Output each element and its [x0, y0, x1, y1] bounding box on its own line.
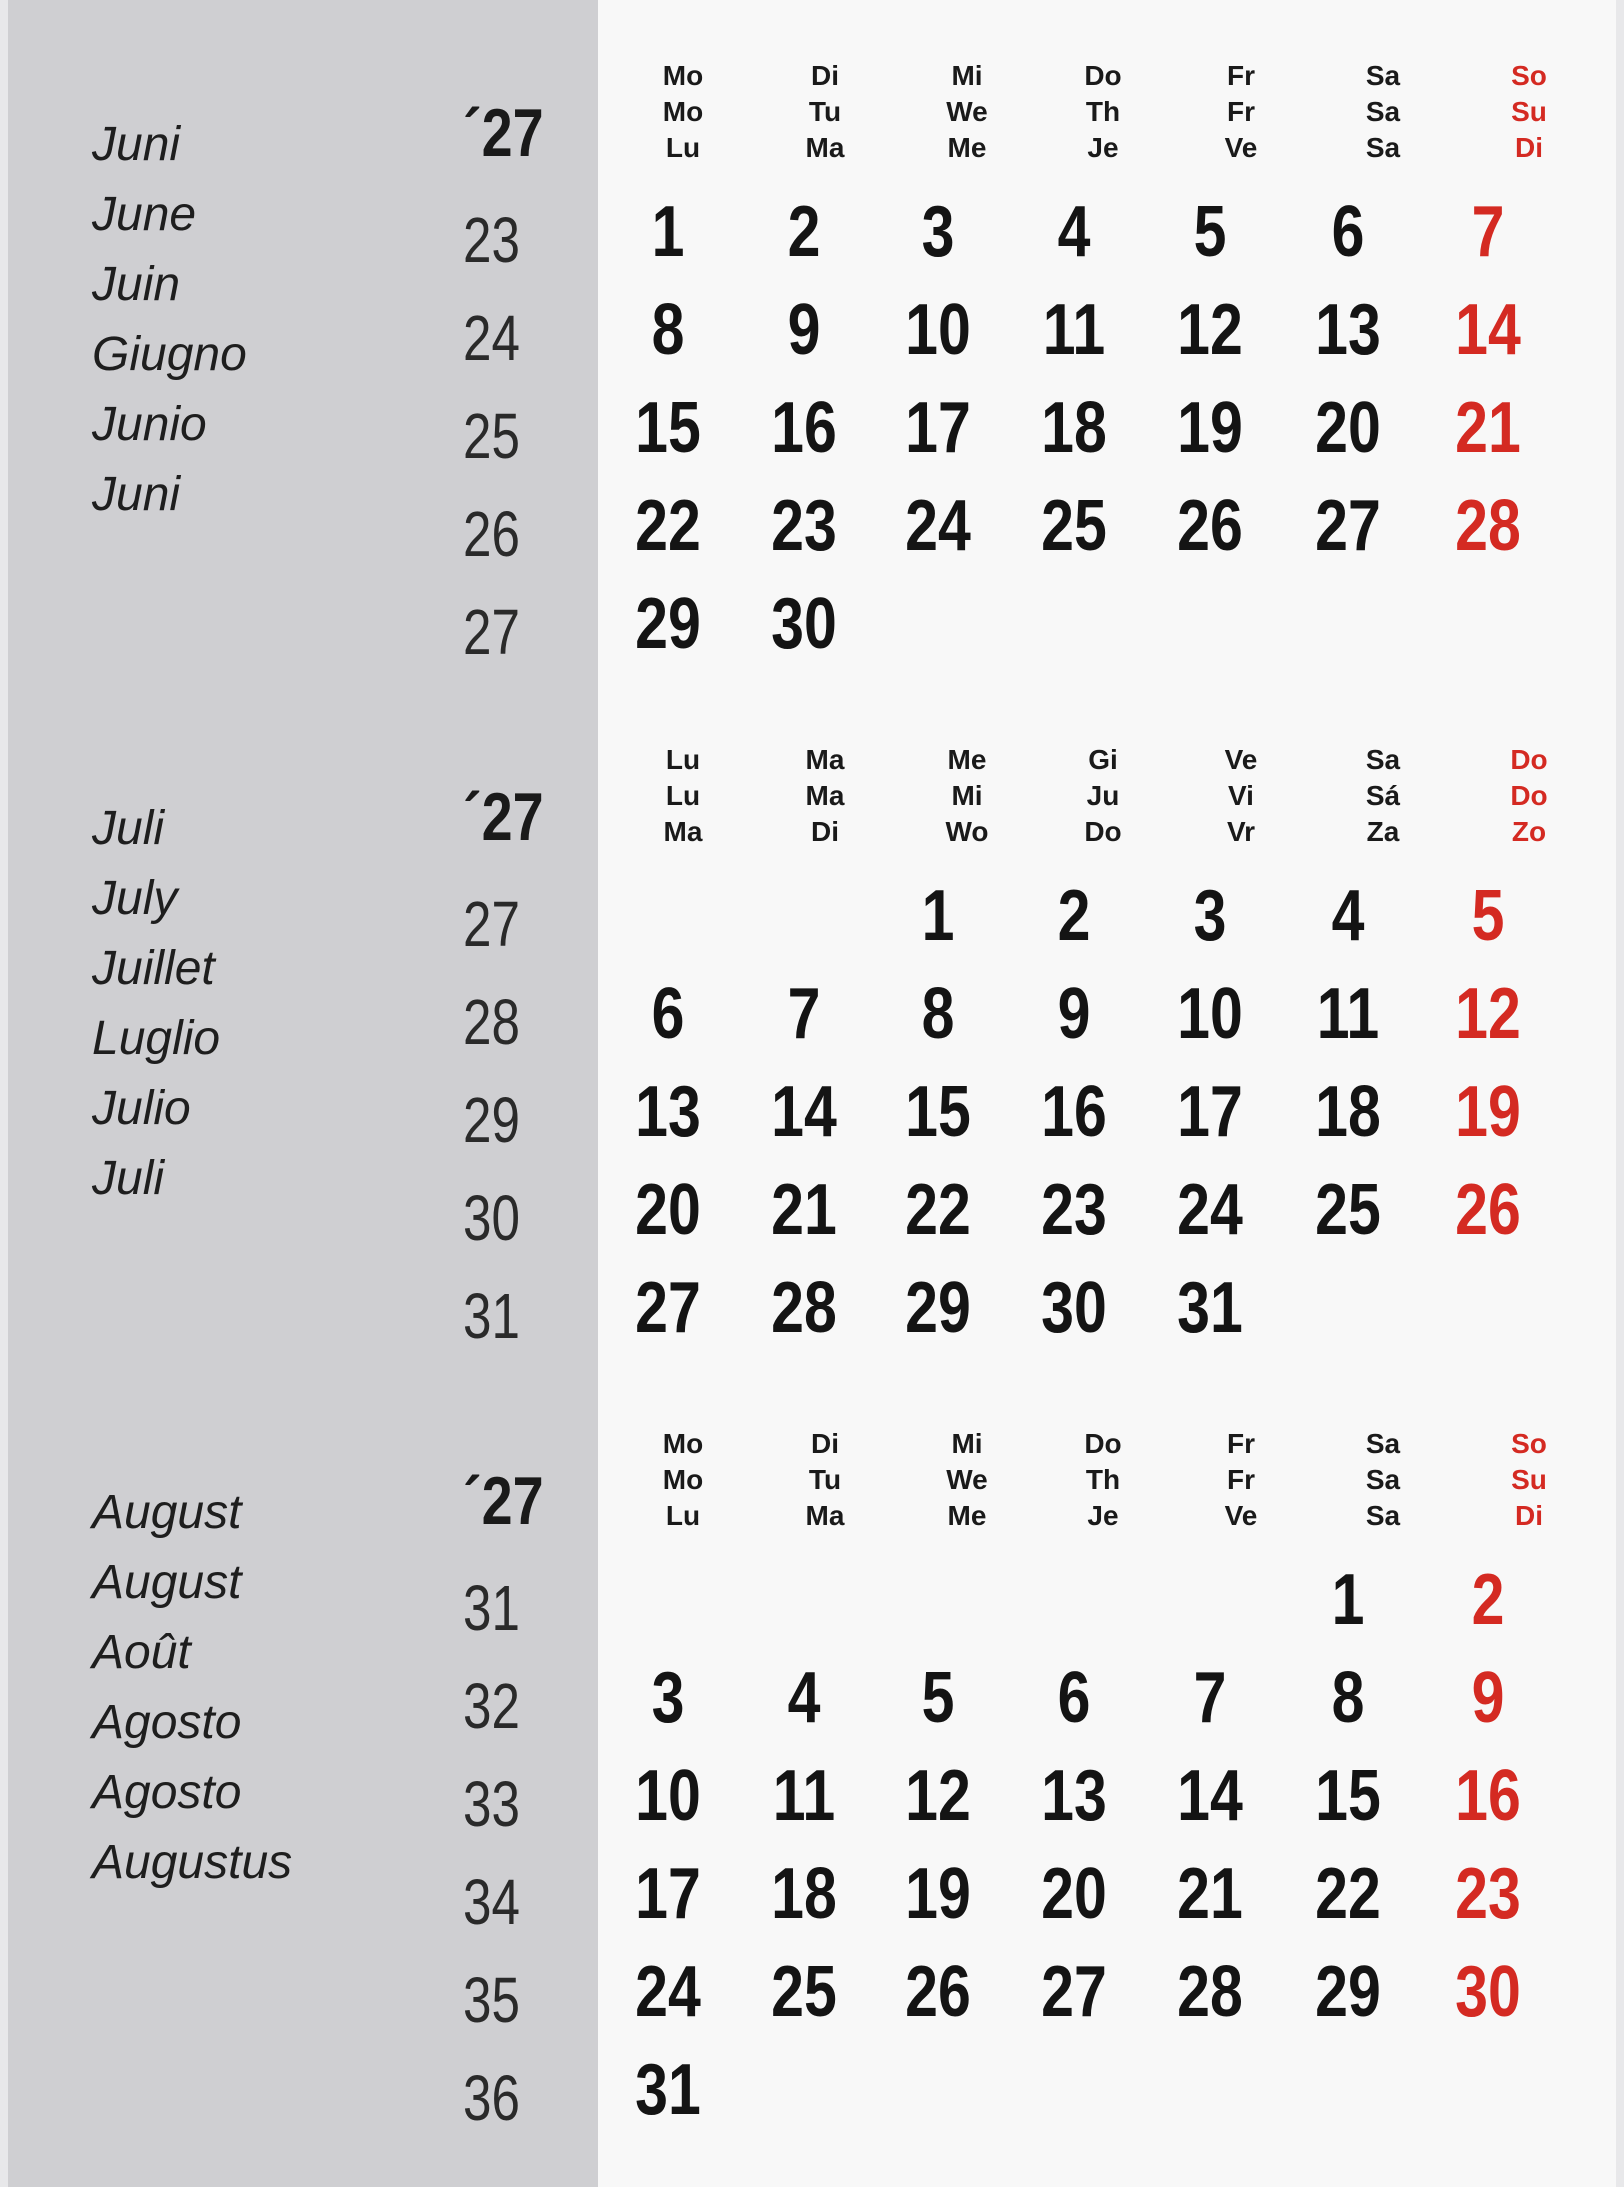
month-name: Juli [92, 802, 165, 855]
weekday-abbr: Th [1085, 1464, 1121, 1495]
day-number: 21 [1455, 388, 1521, 468]
day-number: 16 [1455, 1756, 1521, 1836]
day-number: 31 [1177, 1268, 1243, 1348]
weekday-abbr: Lu [665, 780, 701, 811]
weekday-abbr: Tu [808, 1464, 842, 1495]
day-number: 16 [1041, 1072, 1107, 1152]
week-row [608, 584, 1588, 682]
weekday-abbr: Su [1511, 96, 1547, 127]
month-names [92, 117, 392, 537]
day-number: 29 [1315, 1952, 1381, 2032]
week-row [608, 290, 1588, 388]
day-number: 27 [635, 1268, 701, 1348]
month-name: Juillet [92, 942, 215, 995]
month-name: Juin [92, 258, 181, 311]
day-number: 6 [1331, 192, 1365, 272]
weekday-headers [638, 1426, 1578, 1546]
day-number: 7 [1193, 1658, 1227, 1738]
weekday-header [1058, 742, 1148, 850]
weekday-abbr: Sa [1365, 60, 1401, 91]
month-name: Julio [92, 1082, 191, 1135]
weekday-header [1484, 742, 1574, 850]
day-number: 3 [921, 192, 955, 272]
day-number: 14 [1455, 290, 1521, 370]
day-number: 13 [1315, 290, 1381, 370]
day-number: 19 [905, 1854, 971, 1934]
weekday-header [780, 1426, 870, 1534]
weekday-header [1196, 58, 1286, 166]
day-number: 17 [1177, 1072, 1243, 1152]
weekday-abbr: Ma [805, 780, 845, 811]
weekday-abbr: Me [947, 1500, 987, 1531]
day-number: 19 [1177, 388, 1243, 468]
day-number: 22 [1315, 1854, 1381, 1934]
day-number: 4 [1057, 192, 1091, 272]
weekday-abbr: Sa [1365, 744, 1401, 775]
weekday-abbr: Mo [662, 1428, 704, 1459]
weekday-abbr: Su [1511, 1464, 1547, 1495]
week-row [608, 486, 1588, 584]
weekday-header [780, 742, 870, 850]
weekday-header [1338, 742, 1428, 850]
day-number: 24 [905, 486, 971, 566]
weekday-headers [638, 742, 1578, 862]
weekday-header [1058, 58, 1148, 166]
day-number: 12 [905, 1756, 971, 1836]
weekday-headers [638, 58, 1578, 178]
weekday-abbr: Mi [951, 780, 983, 811]
month-name: June [92, 188, 197, 241]
weekday-abbr: Fr [1227, 1464, 1255, 1495]
month-name: Juni [92, 118, 181, 171]
weekday-abbr: Di [1515, 1500, 1543, 1531]
weekday-abbr: Lu [665, 1500, 701, 1531]
day-number: 30 [1455, 1952, 1521, 2032]
day-number: 14 [1177, 1756, 1243, 1836]
month-name: Agosto [92, 1766, 242, 1819]
weekday-abbr: Mo [662, 60, 704, 91]
weekday-abbr: Me [947, 132, 987, 163]
day-grid [608, 1560, 1588, 2148]
day-number: 26 [1177, 486, 1243, 566]
calendar-page [8, 0, 1616, 2187]
week-number: 31 [463, 1572, 520, 1644]
day-number: 9 [1471, 1658, 1505, 1738]
weekday-header [638, 58, 728, 166]
week-row [608, 876, 1588, 974]
day-number: 20 [1041, 1854, 1107, 1934]
week-number: 33 [463, 1768, 520, 1840]
week-number: 29 [463, 1084, 520, 1156]
week-row [608, 1756, 1588, 1854]
weekday-header [1058, 1426, 1148, 1534]
weekday-abbr: Mo [662, 1464, 704, 1495]
day-grid [608, 876, 1588, 1366]
day-number: 25 [771, 1952, 837, 2032]
weekday-abbr: Fr [1227, 1428, 1255, 1459]
day-number: 8 [651, 290, 685, 370]
weekday-abbr: Do [1510, 780, 1548, 811]
week-numbers [463, 884, 583, 1374]
weekday-abbr: Vi [1228, 780, 1254, 811]
month-name: August [92, 1486, 242, 1539]
month-name: Giugno [92, 328, 247, 381]
weekday-abbr: Je [1087, 1500, 1119, 1531]
weekday-header [1196, 742, 1286, 850]
day-number: 5 [1193, 192, 1227, 272]
day-number: 10 [635, 1756, 701, 1836]
weekday-abbr: Ve [1224, 744, 1258, 775]
day-grid [608, 192, 1588, 682]
day-number: 10 [1177, 974, 1243, 1054]
weekday-abbr: Ma [805, 132, 845, 163]
week-number: 32 [463, 1670, 520, 1742]
day-number: 20 [1315, 388, 1381, 468]
weekday-abbr: Ve [1224, 1500, 1258, 1531]
day-number: 19 [1455, 1072, 1521, 1152]
week-number: 35 [463, 1964, 520, 2036]
day-number: 21 [1177, 1854, 1243, 1934]
day-number: 10 [905, 290, 971, 370]
month-name: July [92, 872, 178, 925]
weekday-abbr: We [946, 1464, 988, 1495]
month-name: Juni [92, 468, 181, 521]
day-number: 31 [635, 2050, 701, 2130]
weekday-abbr: Tu [808, 96, 842, 127]
year-label: ´27 [463, 95, 544, 171]
day-number: 29 [905, 1268, 971, 1348]
weekday-abbr: Wo [945, 816, 989, 847]
day-number: 28 [1455, 486, 1521, 566]
weekday-abbr: Fr [1227, 96, 1255, 127]
weekday-abbr: Sa [1365, 96, 1401, 127]
weekday-abbr: Ju [1086, 780, 1120, 811]
weekday-abbr: Sa [1365, 1464, 1401, 1495]
week-numbers [463, 1568, 583, 2156]
weekday-abbr: Sa [1365, 132, 1401, 163]
day-number: 28 [1177, 1952, 1243, 2032]
weekday-header [638, 1426, 728, 1534]
day-number: 1 [651, 192, 685, 272]
weekday-header [1484, 58, 1574, 166]
week-row [608, 192, 1588, 290]
day-number: 28 [771, 1268, 837, 1348]
day-number: 30 [771, 584, 837, 664]
day-number: 7 [787, 974, 821, 1054]
weekday-abbr: Do [1510, 744, 1548, 775]
month-names [92, 1485, 392, 1905]
month-name: Luglio [92, 1012, 221, 1065]
month-block [8, 684, 1616, 1368]
weekday-abbr: Di [1515, 132, 1543, 163]
month-name: Agosto [92, 1696, 242, 1749]
weekday-abbr: Di [811, 1428, 839, 1459]
weekday-abbr: Lu [665, 132, 701, 163]
day-number: 18 [1315, 1072, 1381, 1152]
week-number: 24 [463, 302, 520, 374]
day-number: 22 [635, 486, 701, 566]
day-number: 17 [905, 388, 971, 468]
week-row [608, 388, 1588, 486]
day-number: 6 [651, 974, 685, 1054]
weekday-abbr: Za [1366, 816, 1400, 847]
weekday-abbr: Fr [1227, 60, 1255, 91]
day-number: 3 [651, 1658, 685, 1738]
day-number: 22 [905, 1170, 971, 1250]
day-number: 8 [921, 974, 955, 1054]
day-number: 4 [1331, 876, 1365, 956]
day-number: 8 [1331, 1658, 1365, 1738]
weekday-abbr: Lu [665, 744, 701, 775]
day-number: 30 [1041, 1268, 1107, 1348]
weekday-abbr: Do [1084, 816, 1122, 847]
day-number: 25 [1315, 1170, 1381, 1250]
day-number: 6 [1057, 1658, 1091, 1738]
day-number: 18 [1041, 388, 1107, 468]
day-number: 15 [905, 1072, 971, 1152]
weekday-header [1338, 1426, 1428, 1534]
weekday-header [922, 742, 1012, 850]
week-row [608, 1952, 1588, 2050]
weekday-abbr: Zo [1511, 816, 1547, 847]
day-number: 3 [1193, 876, 1227, 956]
day-number: 7 [1471, 192, 1505, 272]
week-number: 34 [463, 1866, 520, 1938]
day-number: 4 [787, 1658, 821, 1738]
month-name: Augustus [92, 1836, 293, 1889]
week-number: 27 [463, 596, 520, 668]
weekday-abbr: Sa [1365, 1500, 1401, 1531]
week-number: 27 [463, 888, 520, 960]
weekday-abbr: Ma [805, 744, 845, 775]
day-number: 29 [635, 584, 701, 664]
day-number: 16 [771, 388, 837, 468]
day-number: 12 [1177, 290, 1243, 370]
day-number: 24 [635, 1952, 701, 2032]
month-names [92, 801, 392, 1221]
weekday-abbr: Di [811, 60, 839, 91]
week-number: 36 [463, 2062, 520, 2134]
day-number: 17 [635, 1854, 701, 1934]
week-row [608, 1854, 1588, 1952]
month-name: August [92, 1556, 242, 1609]
weekday-abbr: Di [811, 816, 839, 847]
week-row [608, 1658, 1588, 1756]
day-number: 23 [1455, 1854, 1521, 1934]
day-number: 27 [1041, 1952, 1107, 2032]
day-number: 9 [1057, 974, 1091, 1054]
weekday-header [1196, 1426, 1286, 1534]
day-number: 14 [771, 1072, 837, 1152]
weekday-header [1484, 1426, 1574, 1534]
day-number: 1 [1331, 1560, 1365, 1640]
weekday-abbr: Mi [951, 1428, 983, 1459]
day-number: 26 [1455, 1170, 1521, 1250]
weekday-abbr: Ve [1224, 132, 1258, 163]
day-number: 2 [1471, 1560, 1505, 1640]
weekday-abbr: Mi [951, 60, 983, 91]
day-number: 13 [1041, 1756, 1107, 1836]
weekday-abbr: Gi [1088, 744, 1118, 775]
month-block [8, 1368, 1616, 2134]
week-number: 28 [463, 986, 520, 1058]
weekday-abbr: Ma [805, 1500, 845, 1531]
day-number: 2 [1057, 876, 1091, 956]
weekday-abbr: Vr [1226, 816, 1256, 847]
day-number: 27 [1315, 486, 1381, 566]
weekday-abbr: Do [1084, 60, 1122, 91]
week-number: 25 [463, 400, 520, 472]
week-row [608, 1072, 1588, 1170]
weekday-abbr: Th [1085, 96, 1121, 127]
day-number: 23 [771, 486, 837, 566]
week-row [608, 2050, 1588, 2148]
weekday-header [638, 742, 728, 850]
day-number: 18 [771, 1854, 837, 1934]
day-number: 11 [772, 1756, 836, 1836]
year-label: ´27 [463, 1463, 544, 1539]
weekday-abbr: Mo [662, 96, 704, 127]
day-number: 15 [1315, 1756, 1381, 1836]
day-number: 5 [1471, 876, 1505, 956]
weekday-abbr: Je [1087, 132, 1119, 163]
day-number: 13 [635, 1072, 701, 1152]
day-number: 2 [787, 192, 821, 272]
weekday-header [1338, 58, 1428, 166]
weekday-abbr: Me [947, 744, 987, 775]
weekday-header [780, 58, 870, 166]
week-number: 23 [463, 204, 520, 276]
day-number: 26 [905, 1952, 971, 2032]
weekday-abbr: We [946, 96, 988, 127]
day-number: 1 [921, 876, 955, 956]
day-number: 11 [1042, 290, 1106, 370]
weekday-abbr: So [1511, 1428, 1547, 1459]
day-number: 24 [1177, 1170, 1243, 1250]
weekday-abbr: Ma [663, 816, 703, 847]
month-name: Août [92, 1626, 191, 1679]
weekday-header [922, 1426, 1012, 1534]
day-number: 25 [1041, 486, 1107, 566]
week-row [608, 974, 1588, 1072]
year-label: ´27 [463, 779, 544, 855]
day-number: 20 [635, 1170, 701, 1250]
weekday-abbr: Sa [1365, 1428, 1401, 1459]
weekday-header [922, 58, 1012, 166]
month-name: Juli [92, 1152, 165, 1205]
week-row [608, 1268, 1588, 1366]
week-number: 26 [463, 498, 520, 570]
day-number: 9 [787, 290, 821, 370]
week-number: 30 [463, 1182, 520, 1254]
month-block [8, 0, 1616, 684]
week-row [608, 1560, 1588, 1658]
day-number: 15 [635, 388, 701, 468]
weekday-abbr: Do [1084, 1428, 1122, 1459]
weekday-abbr: Sá [1365, 780, 1401, 811]
week-row [608, 1170, 1588, 1268]
month-name: Junio [92, 398, 207, 451]
weekday-abbr: So [1511, 60, 1547, 91]
day-number: 11 [1316, 974, 1380, 1054]
week-numbers [463, 200, 583, 690]
day-number: 12 [1455, 974, 1521, 1054]
day-number: 21 [771, 1170, 837, 1250]
day-number: 23 [1041, 1170, 1107, 1250]
day-number: 5 [921, 1658, 955, 1738]
week-number: 31 [463, 1280, 520, 1352]
